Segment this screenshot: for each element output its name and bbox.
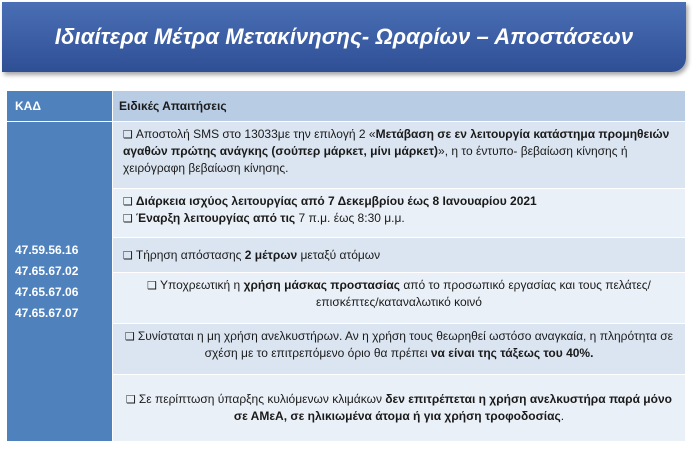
mask-requirement — [113, 273, 686, 324]
checkbox-icon: ❑ — [125, 330, 135, 343]
kad-code: 47.65.67.07 — [15, 306, 79, 320]
mask-text-post: από το προσωπικό εργασίας και τους πελάτες/επισκέπτες/καταναλωτικό κοινό — [316, 278, 651, 309]
checkbox-icon: ❑ — [123, 195, 133, 208]
escalator-text-post: . — [560, 409, 565, 423]
elevator-text-pre: Συνίσταται η μη χρήση ανελκυστήρων. Αν η χρήση τους θεωρηθεί ωστόσο αναγκαία, η πληρότητα σε σχέση με το επιτρεπόμενο όριο θα πρέπει — [137, 329, 673, 360]
distance-text-post: μεταξύ ατόμων — [297, 247, 381, 262]
table-row — [7, 122, 686, 189]
page-title: Ιδιαίτερα Μέτρα Μετακίνησης- Ωραρίων – Αποστάσεων — [54, 24, 634, 49]
validity-requirement — [113, 189, 686, 238]
mask-text-bold: χρήση μάσκας προστασίας — [243, 278, 400, 292]
elevator-requirement — [113, 324, 686, 375]
distance-text-pre: Τήρηση απόστασης — [135, 247, 245, 262]
escalator-requirement — [113, 375, 686, 442]
title-banner — [2, 2, 686, 72]
validity-text: Διάρκεια ισχύος λειτουργίας από 7 Δεκεμβρίου έως 8 Ιανουαρίου 2021 — [135, 194, 537, 208]
table-header-row — [7, 91, 686, 122]
kad-code: 47.65.67.06 — [15, 285, 79, 299]
kad-header: ΚΑΔ — [7, 91, 113, 122]
checkbox-icon: ❑ — [126, 393, 136, 406]
kad-code: 47.59.56.16 — [15, 243, 79, 257]
mask-text-pre: Υποχρεωτική η — [160, 278, 244, 292]
sms-text-post: », η το έντυπο- βεβαίωση κίνησης ή χειρόγραφη βεβαίωση κίνησης. — [123, 144, 628, 175]
checkbox-icon: ❑ — [123, 212, 133, 225]
start-text-bold: Έναρξη λειτουργίας από τις — [135, 211, 296, 225]
requirements-table — [6, 90, 686, 442]
sms-requirement — [113, 122, 686, 189]
sms-text-bold: Μετάβαση σε εν λειτουργία κατάστημα προμηθειών αγαθών πρώτης ανάγκης (σούπερ μάρκετ, μίνι μάρκετ) — [123, 127, 670, 158]
escalator-text-pre: Σε περίπτωση ύπαρξης κυλιόμενων κλιμάκων — [138, 392, 386, 406]
requirements-header: Ειδικές Απαιτήσεις — [113, 91, 686, 122]
checkbox-icon: ❑ — [123, 248, 133, 262]
checkbox-icon: ❑ — [123, 128, 133, 141]
start-text-rest: 7 π.μ. έως 8:30 μ.μ. — [295, 211, 405, 225]
elevator-text-bold: να είναι της τάξεως του 40%. — [430, 346, 594, 360]
checkbox-icon: ❑ — [147, 279, 157, 292]
distance-requirement — [113, 238, 686, 273]
kad-codes-cell — [7, 122, 113, 442]
escalator-text-bold: δεν επιτρέπεται η χρήση ανελκυστήρα παρά μόνο σε ΑΜεΑ, σε ηλικιωμένα άτομα ή για χρήση τροφοδοσίας — [233, 392, 672, 423]
kad-code: 47.65.67.02 — [15, 264, 79, 278]
sms-text-pre: Αποστολή SMS στο 13033με την επιλογή 2 « — [135, 127, 376, 141]
distance-text-bold: 2 μέτρων — [244, 247, 298, 262]
